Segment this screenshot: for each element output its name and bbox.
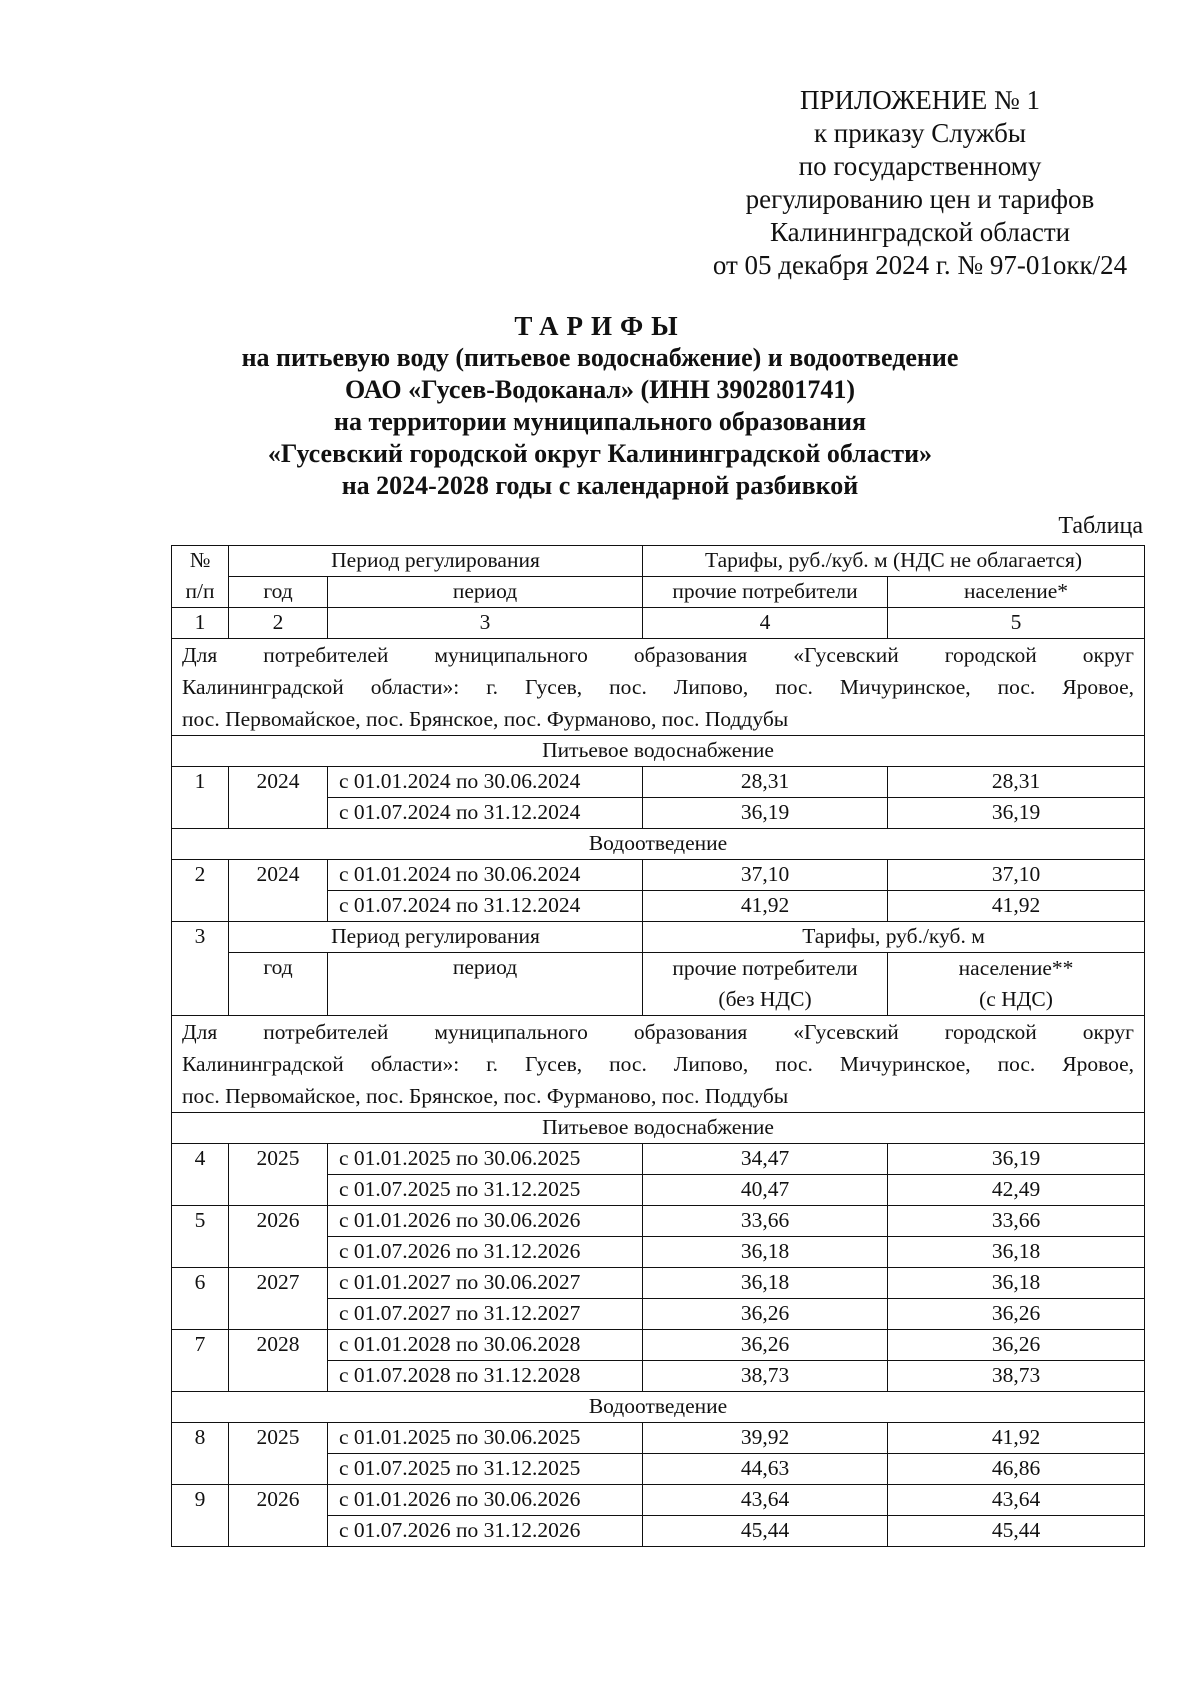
row-population-tariff: 36,19 xyxy=(888,798,1145,829)
row-other-tariff: 40,47 xyxy=(643,1175,888,1206)
header2-row xyxy=(172,953,1145,1016)
col-number-header-cont: п/п xyxy=(172,577,229,608)
row-period: с 01.07.2024 по 31.12.2024 xyxy=(328,891,643,922)
row-number: 5 xyxy=(172,1206,229,1268)
row-year: 2024 xyxy=(229,860,328,922)
row-other-tariff: 44,63 xyxy=(643,1454,888,1485)
tariffs-group-header: Тарифы, руб./куб. м (НДС не облагается) xyxy=(643,546,1145,577)
consumer-note-row xyxy=(172,1016,1145,1113)
column-number: 2 xyxy=(229,608,328,639)
table-row xyxy=(172,1268,1145,1299)
row-number: 1 xyxy=(172,767,229,829)
row-period: с 01.01.2026 по 30.06.2026 xyxy=(328,1206,643,1237)
row-population-tariff: 36,26 xyxy=(888,1330,1145,1361)
header2-population-line: (с НДС) xyxy=(979,987,1053,1011)
section-water: Питьевое водоснабжение xyxy=(172,736,1145,767)
tariffs-table-body xyxy=(172,546,1145,1547)
row-population-tariff: 36,18 xyxy=(888,1268,1145,1299)
row-population-tariff: 43,64 xyxy=(888,1485,1145,1516)
consumer-note xyxy=(172,639,1145,736)
document-title xyxy=(170,310,1030,502)
header-row xyxy=(172,577,1145,608)
appendix-line: от 05 декабря 2024 г. № 97-01окк/24 xyxy=(712,250,1128,280)
appendix-header xyxy=(660,84,1180,282)
row-other-tariff: 34,47 xyxy=(643,1144,888,1175)
row-other-tariff: 28,31 xyxy=(643,767,888,798)
appendix-line: к приказу Службы xyxy=(813,118,1027,148)
column-numbers-row xyxy=(172,608,1145,639)
row-period: с 01.01.2024 по 30.06.2024 xyxy=(328,767,643,798)
header2-other-line: прочие потребители xyxy=(672,956,858,980)
row-year: 2026 xyxy=(229,1485,328,1547)
column-number: 3 xyxy=(328,608,643,639)
title-line: на питьевую воду (питьевое водоснабжение) и водоотведение xyxy=(241,343,959,372)
row-population-tariff: 41,92 xyxy=(888,1423,1145,1454)
header2-population-line: население** xyxy=(958,956,1074,980)
column-number: 1 xyxy=(172,608,229,639)
header2-row xyxy=(172,922,1145,953)
row-population-tariff: 36,19 xyxy=(888,1144,1145,1175)
row-year: 2025 xyxy=(229,1423,328,1485)
row-period: с 01.01.2025 по 30.06.2025 xyxy=(328,1144,643,1175)
row-year: 2027 xyxy=(229,1268,328,1330)
header2-other-line: (без НДС) xyxy=(718,987,812,1011)
period-group-header: Период регулирования xyxy=(229,546,643,577)
appendix-line: ПРИЛОЖЕНИЕ № 1 xyxy=(799,85,1041,115)
header2-period-group: Период регулирования xyxy=(229,922,643,953)
row-period: с 01.07.2025 по 31.12.2025 xyxy=(328,1175,643,1206)
row-other-tariff: 33,66 xyxy=(643,1206,888,1237)
row-other-tariff: 36,18 xyxy=(643,1237,888,1268)
row-other-tariff: 36,19 xyxy=(643,798,888,829)
row-other-tariff: 45,44 xyxy=(643,1516,888,1547)
section-sewer-row xyxy=(172,829,1145,860)
consumer-note-line: пос. Первомайское, пос. Брянское, пос. Фурманово, пос. Поддубы xyxy=(182,1084,789,1108)
consumer-note-row xyxy=(172,639,1145,736)
consumer-note xyxy=(172,1016,1145,1113)
row-period: с 01.01.2025 по 30.06.2025 xyxy=(328,1423,643,1454)
row-number: 4 xyxy=(172,1144,229,1206)
population-header: население* xyxy=(888,577,1145,608)
consumer-note-line: Калининградской области»: г. Гусев, пос. Липово, пос. Мичуринское, пос. Яровое, xyxy=(182,1052,1135,1076)
header2-year: год xyxy=(229,953,328,1016)
row-other-tariff: 36,26 xyxy=(643,1299,888,1330)
row-period: с 01.01.2027 по 30.06.2027 xyxy=(328,1268,643,1299)
row-year: 2024 xyxy=(229,767,328,829)
row-population-tariff: 41,92 xyxy=(888,891,1145,922)
row-population-tariff: 36,18 xyxy=(888,1237,1145,1268)
row-year: 2025 xyxy=(229,1144,328,1206)
row-period: с 01.07.2027 по 31.12.2027 xyxy=(328,1299,643,1330)
table-row xyxy=(172,1485,1145,1516)
section-sewer: Водоотведение xyxy=(172,1392,1145,1423)
table-row xyxy=(172,767,1145,798)
section-water-row xyxy=(172,1113,1145,1144)
period-header: период xyxy=(328,577,643,608)
row-period: с 01.07.2024 по 31.12.2024 xyxy=(328,798,643,829)
appendix-line: по государственному xyxy=(798,151,1042,181)
table-row xyxy=(172,1144,1145,1175)
row-period: с 01.07.2026 по 31.12.2026 xyxy=(328,1237,643,1268)
column-number: 5 xyxy=(888,608,1145,639)
consumer-note-line: Для потребителей муниципального образования «Гусевский городской округ xyxy=(182,1020,1135,1044)
row-period: с 01.01.2028 по 30.06.2028 xyxy=(328,1330,643,1361)
row-population-tariff: 33,66 xyxy=(888,1206,1145,1237)
title-line: «Гусевский городской округ Калининградской области» xyxy=(267,439,933,468)
row-other-tariff: 37,10 xyxy=(643,860,888,891)
row-number: 6 xyxy=(172,1268,229,1330)
title-line: на 2024-2028 годы с календарной разбивкой xyxy=(341,471,859,500)
row-population-tariff: 46,86 xyxy=(888,1454,1145,1485)
row-population-tariff: 42,49 xyxy=(888,1175,1145,1206)
consumer-note-line: Калининградской области»: г. Гусев, пос. Липово, пос. Мичуринское, пос. Яровое, xyxy=(182,675,1135,699)
section-water-row xyxy=(172,736,1145,767)
col-number-header: № xyxy=(172,546,229,577)
consumer-note-line: Для потребителей муниципального образования «Гусевский городской округ xyxy=(182,643,1135,667)
row-year: 2026 xyxy=(229,1206,328,1268)
row-population-tariff: 37,10 xyxy=(888,860,1145,891)
appendix-line: Калининградской области xyxy=(769,217,1071,247)
header-row xyxy=(172,546,1145,577)
table-row xyxy=(172,860,1145,891)
row-number: 9 xyxy=(172,1485,229,1547)
row-other-tariff: 41,92 xyxy=(643,891,888,922)
header2-population xyxy=(888,953,1145,1016)
row-period: с 01.07.2026 по 31.12.2026 xyxy=(328,1516,643,1547)
row-number: 2 xyxy=(172,860,229,922)
title-line: ОАО «Гусев-Водоканал» (ИНН 3902801741) xyxy=(344,375,856,404)
row-other-tariff: 36,26 xyxy=(643,1330,888,1361)
row-population-tariff: 36,26 xyxy=(888,1299,1145,1330)
row-period: с 01.01.2026 по 30.06.2026 xyxy=(328,1485,643,1516)
row-period: с 01.01.2024 по 30.06.2024 xyxy=(328,860,643,891)
consumer-note-line: пос. Первомайское, пос. Брянское, пос. Фурманово, пос. Поддубы xyxy=(182,707,789,731)
table-row xyxy=(172,1330,1145,1361)
column-number: 4 xyxy=(643,608,888,639)
row-other-tariff: 36,18 xyxy=(643,1268,888,1299)
header2-tariffs-group: Тарифы, руб./куб. м xyxy=(643,922,1145,953)
title-heading: ТАРИФЫ xyxy=(514,311,686,341)
appendix-line: регулированию цен и тарифов xyxy=(745,184,1095,214)
title-line: на территории муниципального образования xyxy=(333,407,867,436)
row-period: с 01.07.2028 по 31.12.2028 xyxy=(328,1361,643,1392)
row-other-tariff: 39,92 xyxy=(643,1423,888,1454)
row-other-tariff: 43,64 xyxy=(643,1485,888,1516)
table-label: Таблица xyxy=(1058,513,1143,539)
section-sewer: Водоотведение xyxy=(172,829,1145,860)
header2-number: 3 xyxy=(172,922,229,1016)
row-population-tariff: 28,31 xyxy=(888,767,1145,798)
row-period: с 01.07.2025 по 31.12.2025 xyxy=(328,1454,643,1485)
table-row xyxy=(172,1423,1145,1454)
row-year: 2028 xyxy=(229,1330,328,1392)
row-number: 7 xyxy=(172,1330,229,1392)
year-header: год xyxy=(229,577,328,608)
row-population-tariff: 38,73 xyxy=(888,1361,1145,1392)
section-water: Питьевое водоснабжение xyxy=(172,1113,1145,1144)
table-row xyxy=(172,1206,1145,1237)
header2-period: период xyxy=(328,953,643,1016)
section-sewer-row xyxy=(172,1392,1145,1423)
row-population-tariff: 45,44 xyxy=(888,1516,1145,1547)
row-number: 8 xyxy=(172,1423,229,1485)
other-consumers-header: прочие потребители xyxy=(643,577,888,608)
header2-other xyxy=(643,953,888,1016)
row-other-tariff: 38,73 xyxy=(643,1361,888,1392)
tariffs-table xyxy=(171,545,1145,1547)
